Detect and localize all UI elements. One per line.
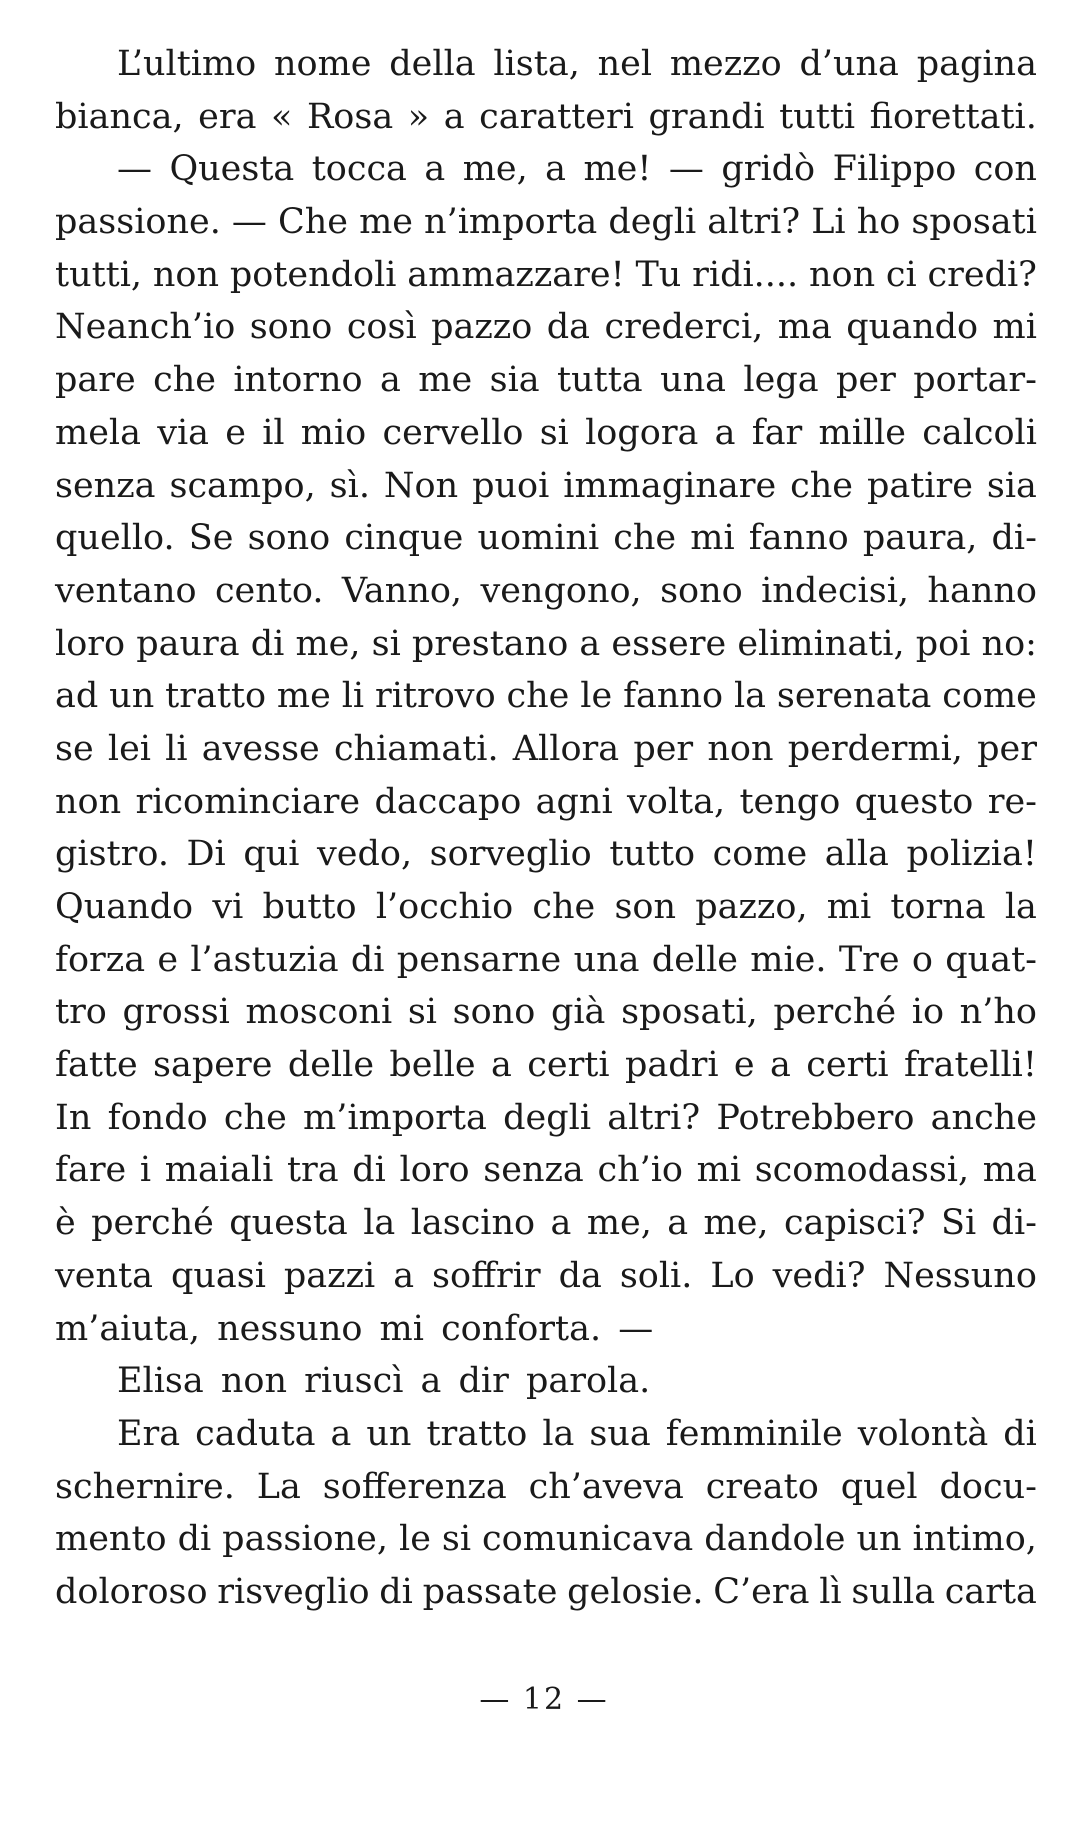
text-line: Era caduta a un tratto la sua femminile volontà di xyxy=(117,1413,1037,1454)
page-number: — 12 — xyxy=(479,1682,609,1717)
text-line: gistro. Di qui vedo, sorveglio tutto come alla polizia! xyxy=(55,834,1037,875)
text-line: Elisa non riuscì a dir parola. xyxy=(117,1361,651,1402)
text-line: bianca, era « Rosa » a caratteri grandi tutti fiorettati. xyxy=(55,96,1037,137)
text-line: è perché questa la lascino a me, a me, capisci? Si di- xyxy=(55,1203,1037,1244)
text-line: se lei li avesse chiamati. Allora per non perdermi, per xyxy=(55,728,1037,769)
text-line: Quando vi butto l’occhio che son pazzo, mi torna la xyxy=(55,887,1037,927)
text-line: mela via e il mio cervello si logora a far mille calcoli xyxy=(55,412,1037,453)
text-line: fare i maiali tra di loro senza ch’io mi scomodassi, ma xyxy=(55,1150,1037,1191)
text-line: mento di passione, le si comunicava dandole un intimo, xyxy=(55,1519,1037,1560)
text-line: tutti, non potendoli ammazzare! Tu ridi.... non ci credi? xyxy=(55,254,1037,295)
text-line: ventano cento. Vanno, vengono, sono indecisi, hanno xyxy=(55,570,1037,611)
body-text xyxy=(55,38,1037,1619)
text-line: venta quasi pazzi a soffrir da soli. Lo vedi? Nessuno xyxy=(55,1255,1037,1296)
text-line: m’aiuta, nessuno mi conforta. — xyxy=(55,1308,654,1349)
text-line: Neanch’io sono così pazzo da crederci, ma quando mi xyxy=(55,307,1037,348)
text-line: doloroso risveglio di passate gelosie. C’era lì sulla carta xyxy=(55,1571,1037,1612)
text-line: senza scampo, sì. Non puoi immaginare che patire sia xyxy=(55,465,1037,506)
text-line: tro grossi mosconi si sono già sposati, perché io n’ho xyxy=(55,992,1037,1033)
text-line: pare che intorno a me sia tutta una lega per portar- xyxy=(55,360,1037,401)
text-line: fatte sapere delle belle a certi padri e a certi fratelli! xyxy=(55,1045,1037,1086)
text-line: non ricominciare daccapo agni volta, tengo questo re- xyxy=(55,781,1037,822)
text-line: ad un tratto me li ritrovo che le fanno la serenata come xyxy=(55,676,1037,717)
text-line: In fondo che m’importa degli altri? Potrebbero anche xyxy=(55,1097,1037,1138)
text-line: loro paura di me, si prestano a essere eliminati, poi no: xyxy=(55,623,1037,664)
text-line: — Questa tocca a me, a me! — gridò Filippo con xyxy=(117,149,1037,190)
text-line: passione. — Che me n’importa degli altri? Li ho sposati xyxy=(55,202,1037,243)
text-line: quello. Se sono cinque uomini che mi fanno paura, di- xyxy=(55,518,1037,559)
text-line: schernire. La sofferenza ch’aveva creato quel docu- xyxy=(55,1466,1037,1507)
text-line: L’ultimo nome della lista, nel mezzo d’una pagina xyxy=(117,44,1037,84)
text-line: forza e l’astuzia di pensarne una delle mie. Tre o quat- xyxy=(55,939,1037,980)
